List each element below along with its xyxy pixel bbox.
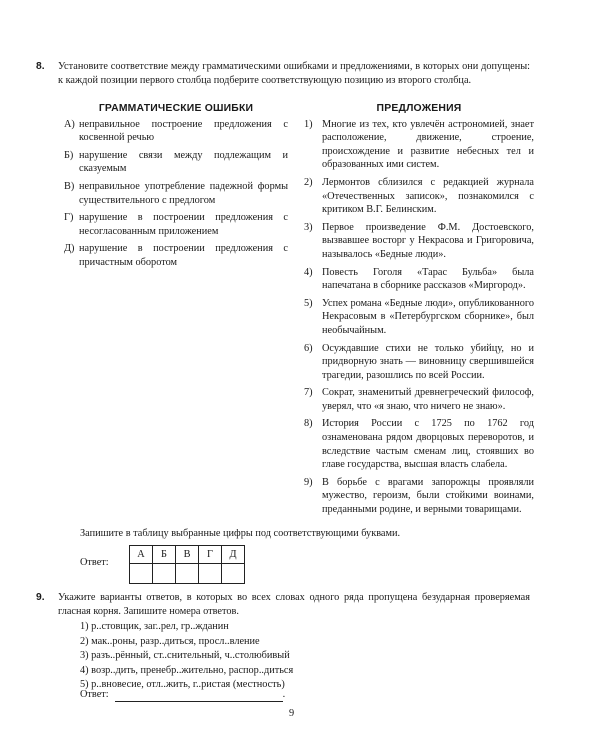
sentence-text: Успех романа «Бедные люди», опубликованного Некрасовым в «Петербургском сборнике», был необычайным. [322, 297, 534, 336]
error-label: Г) [64, 212, 74, 224]
answer-line[interactable] [115, 690, 283, 702]
sentence-label: 3) [304, 221, 313, 233]
error-label: В) [64, 180, 75, 192]
task-8-text: Установите соответствие между грамматическими ошибками и предложениями, в которых они допущены: к каждой позиции первого столбца подберите соответствующую позицию из второго столбца. [58, 61, 530, 86]
error-item [64, 242, 288, 269]
sentence-label: 5) [304, 297, 313, 309]
answer-cell-v[interactable] [176, 564, 199, 584]
error-item [64, 211, 288, 238]
task-9-prompt [36, 591, 530, 618]
option-2: 2) мак..роны, разр..диться, просл..вление [80, 635, 260, 647]
error-text: нарушение связи между подлежащим и сказуемым [79, 149, 288, 175]
sentence-item [304, 221, 534, 262]
sentence-text: Лермонтов сблизился с редакцией журнала «Отечественных записок», познакомился с критиком В.Г. Белинским. [322, 176, 534, 216]
sentences-header: ПРЕДЛОЖЕНИЯ [376, 103, 462, 114]
error-text: неправильное употребление падежной формы существительного с предлогом [79, 180, 288, 206]
task-9-text: Укажите варианты ответов, в которых во всех словах одного ряда пропущена безударная проверяемая гласная корня. Запишите номера ответов. [58, 592, 530, 617]
answer-letter-d: Д [222, 546, 245, 564]
table-instruction: Запишите в таблицу выбранные цифры под соответствующими буквами. [80, 528, 401, 539]
sentence-item [304, 176, 534, 217]
task-9-answer [80, 688, 285, 702]
sentence-label: 2) [304, 176, 313, 188]
option-5: 5) р..вновесие, отл..жить, г..ристая (местность) [80, 679, 285, 691]
sentence-text: Осуждавшие стихи не только убийцу, но и придворную знать — виновницу свершившейся трагедии, разошлись по всей России. [322, 342, 534, 381]
sentence-text: Первое произведение Ф.М. Достоевского, вызвавшее восторг у Некрасова и Григоровича, называлось «Бедные люди». [322, 221, 534, 260]
sentence-text: Многие из тех, кто увлечён астрономией, знает расположение, движение, строение, происхождение и развитие небесных тел и образованных ими систем. [322, 118, 534, 171]
answer-letter-v: В [176, 546, 199, 564]
sentence-item [304, 386, 534, 413]
sentence-item [304, 266, 534, 293]
sentence-text: Повесть Гоголя «Тарас Бульба» была напечатана в сборнике рассказов «Миргород». [322, 266, 534, 292]
error-item [64, 118, 288, 145]
error-label: Б) [64, 149, 74, 161]
error-text: нарушение в построении предложения с причастным оборотом [79, 243, 288, 268]
error-label: А) [64, 118, 75, 130]
sentence-text: В борьбе с врагами запорожцы проявляли мужество, героизм, были стойкими воинами, преданными родине, и верными товарищами. [322, 476, 534, 516]
task-8-prompt [36, 60, 530, 87]
answer-letter-a: А [130, 546, 153, 564]
error-item [64, 180, 288, 207]
answer-cell-b[interactable] [153, 564, 176, 584]
task-8-number: 8. [36, 61, 45, 72]
error-item [64, 149, 288, 176]
answer-cell-d[interactable] [222, 564, 245, 584]
error-text: неправильное построение предложения с косвенной речью [79, 118, 288, 144]
sentence-label: 8) [304, 418, 313, 430]
sentence-item [304, 476, 534, 517]
page-number: 9 [289, 708, 295, 719]
errors-column [64, 102, 288, 274]
task-9-options [80, 620, 293, 693]
sentence-item [304, 297, 534, 338]
sentence-text: Сократ, знаменитый древнегреческий философ, уверял, что «я знаю, что ничего не знаю». [322, 387, 534, 412]
sentence-item [304, 118, 534, 172]
sentence-item [304, 417, 534, 471]
answer-cell-a[interactable] [130, 564, 153, 584]
answer-letter-g: Г [199, 546, 222, 564]
task-9-answer-label: Ответ: [80, 689, 109, 700]
answer-cell-g[interactable] [199, 564, 222, 584]
option-1: 1) р..стовщик, заг..рел, гр..жданин [80, 621, 229, 632]
sentence-label: 9) [304, 476, 313, 488]
errors-header: ГРАММАТИЧЕСКИЕ ОШИБКИ [98, 103, 254, 114]
sentence-label: 7) [304, 387, 313, 399]
answer-end: . [282, 689, 286, 700]
task-9-number: 9. [36, 592, 45, 603]
option-3: 3) разъ..рённый, ст..снительный, ч..столюбивый [80, 650, 290, 662]
option-4: 4) возр..дить, пренебр..жительно, распор..диться [80, 664, 294, 676]
sentence-text: История России с 1725 по 1762 год ознаменована рядом дворцовых переворотов, и вследствие частым сменам лиц, стоявших во главе государства, высшая власть слабела. [322, 418, 534, 471]
sentences-column [304, 102, 534, 521]
answer-letter-b: Б [153, 546, 176, 564]
sentence-label: 6) [304, 342, 313, 354]
sentence-label: 1) [304, 118, 313, 130]
task-8-answer-label: Ответ: [80, 557, 109, 568]
error-text: нарушение в построении предложения с несогласованным приложением [79, 212, 288, 237]
sentence-item [304, 342, 534, 383]
error-label: Д) [64, 243, 75, 255]
sentence-label: 4) [304, 266, 313, 278]
answer-table [129, 545, 245, 584]
